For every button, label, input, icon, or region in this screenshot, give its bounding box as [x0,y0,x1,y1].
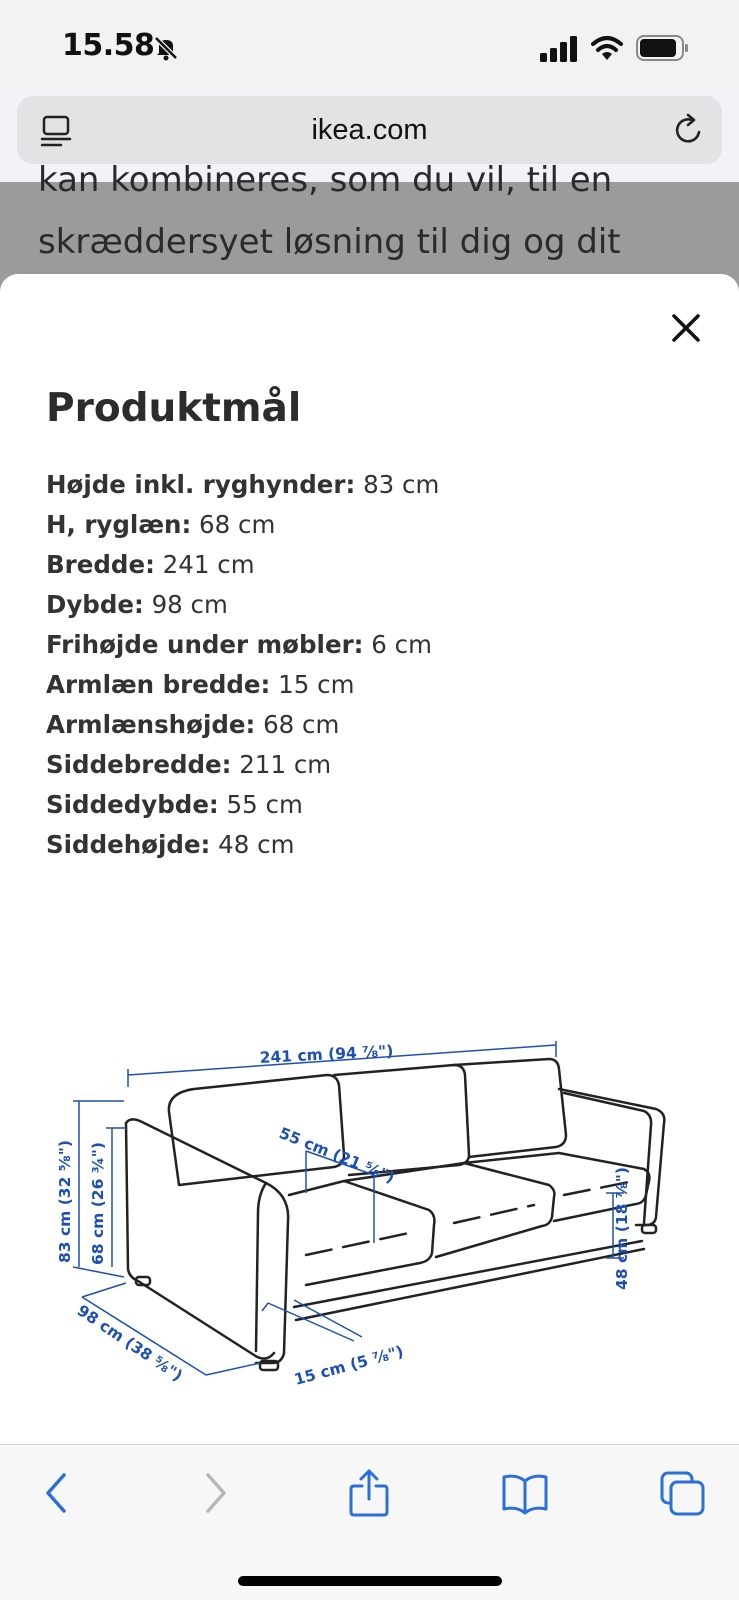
label-back-height: 68 cm (26 ¾") [89,1142,107,1265]
dimension-value: 211 cm [239,750,332,779]
dimension-label: Bredde: [46,550,155,579]
dimension-row [46,630,686,670]
dimension-value: 241 cm [162,550,255,579]
bookmarks-icon[interactable] [501,1469,549,1517]
dimension-row [46,790,686,830]
dimension-row [46,750,686,790]
dimension-row [46,830,686,870]
dimension-row [46,670,686,710]
dimension-value: 55 cm [226,790,303,819]
dimension-label: Siddebredde: [46,750,232,779]
background-text-line: skræddersyet løsning til dig og dit [38,222,621,262]
sofa-dimension-diagram [44,1042,700,1435]
dimension-row [46,710,686,750]
label-seat-depth: 55 cm (21 ⅝") [276,1124,398,1187]
battery-icon [636,35,690,61]
dimension-value: 6 cm [371,630,432,659]
wifi-icon [590,34,624,62]
dimension-label: Frihøjde under møbler: [46,630,364,659]
label-depth: 98 cm (38 ⅝") [73,1301,186,1386]
tabs-icon[interactable] [658,1469,706,1517]
dimension-value: 68 cm [199,510,276,539]
dimension-label: Armlænshøjde: [46,710,256,739]
dimension-value: 83 cm [363,470,440,499]
dimensions-list [46,470,686,870]
reload-icon[interactable] [670,112,706,148]
label-arm-width: 15 cm (5 ⅞") [292,1342,406,1389]
dimension-label: Siddedybde: [46,790,219,819]
label-height: 83 cm (32 ⅝") [56,1140,74,1263]
label-seat-height: 48 cm (18 ⅞") [613,1167,631,1290]
dimension-label: Armlæn bredde: [46,670,271,699]
background-text-line: kan kombineres, som du vil, til en [38,160,613,200]
dimension-row [46,590,686,630]
address-bar[interactable] [17,96,722,164]
dimension-label: H, ryglæn: [46,510,192,539]
dimension-value: 68 cm [263,710,340,739]
dimension-value: 98 cm [151,590,228,619]
status-time: 15.58 [62,28,155,63]
label-width: 241 cm (94 ⅞") [259,1042,394,1067]
close-icon[interactable] [668,310,704,346]
bell-slash-icon [152,34,180,62]
dimension-row [46,550,686,590]
back-icon[interactable] [34,1469,82,1517]
dimension-row [46,470,686,510]
home-indicator[interactable] [238,1576,502,1586]
share-icon[interactable] [345,1469,393,1517]
browser-toolbar [0,1444,739,1600]
signal-icon [540,36,580,62]
dimension-row [46,510,686,550]
status-bar [0,0,739,92]
url-text[interactable]: ikea.com [311,114,428,146]
dimension-label: Dybde: [46,590,144,619]
dimension-value: 48 cm [218,830,295,859]
dimension-label: Siddehøjde: [46,830,211,859]
dimension-value: 15 cm [278,670,355,699]
forward-icon[interactable] [190,1469,238,1517]
modal-title: Produktmål [46,386,302,431]
dimension-label: Højde inkl. ryghynder: [46,470,356,499]
